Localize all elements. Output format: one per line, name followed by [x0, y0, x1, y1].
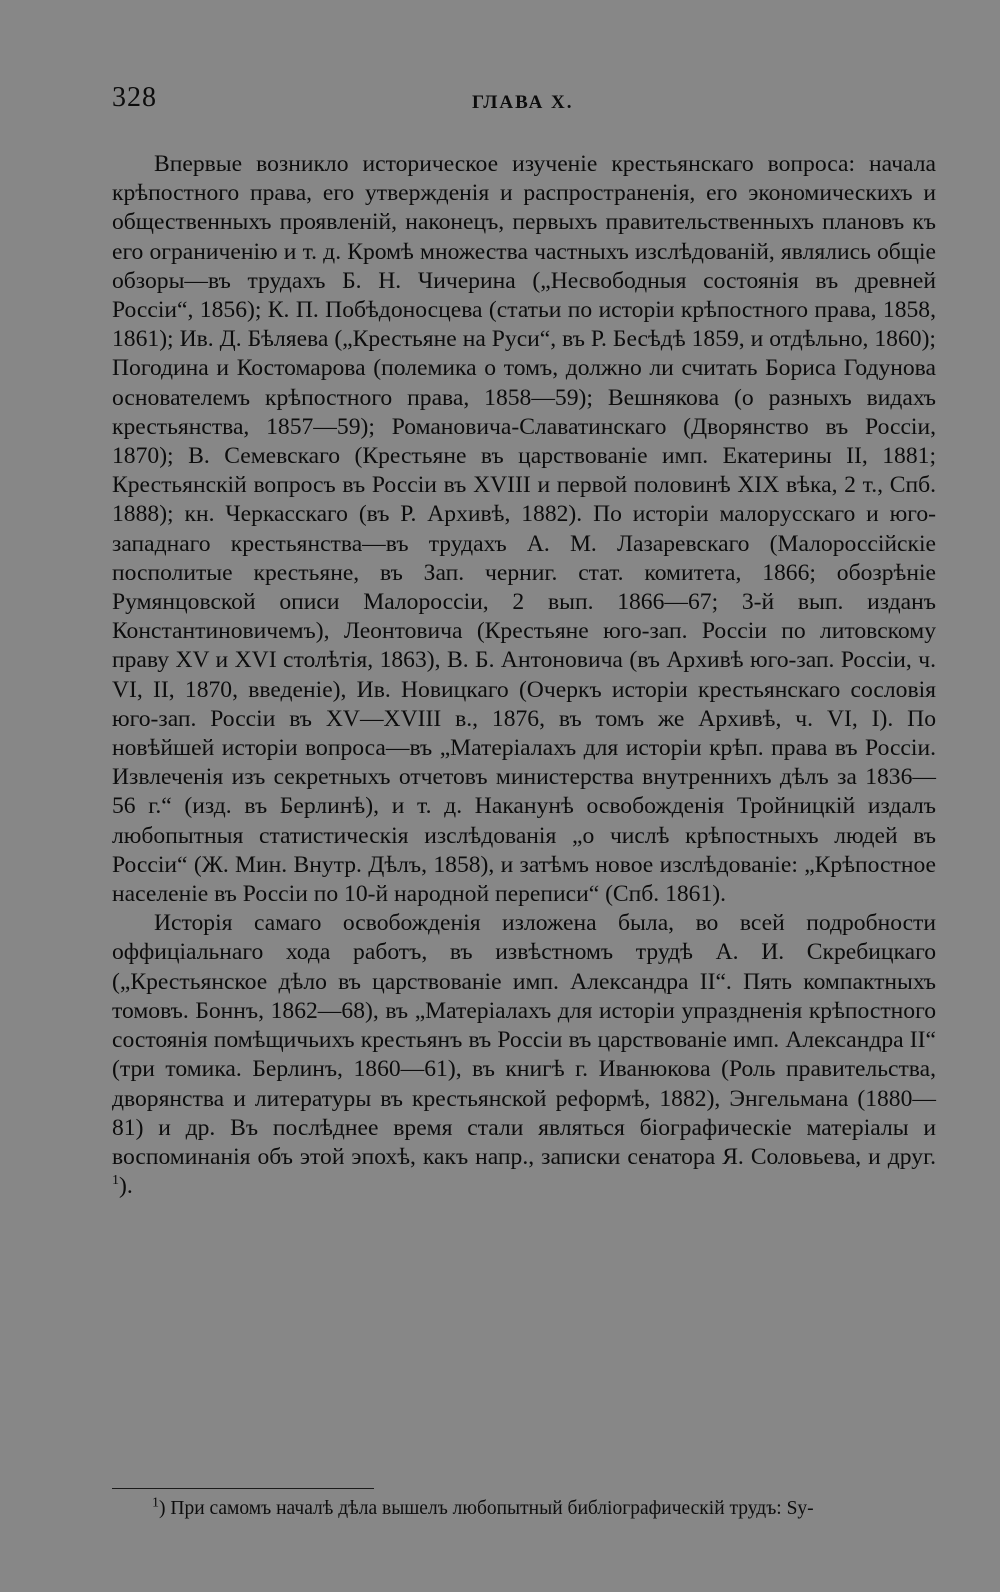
- paragraph-1: Впервые возникло историческое изученіе крестьянскаго вопроса: начала крѣпостного права, его утвержденія и распространенія, его экономическихъ и общественныхъ проявленій, наконецъ, первыхъ правительственныхъ плановъ къ его ограниченію и т. д. Кромѣ множества частныхъ изслѣдованій, являлись общіе обзоры—въ трудахъ Б. Н. Чичерина („Несвободныя состоянія въ древней Россіи“, 1856); К. П. Побѣдоносцева (статьи по исторіи крѣпостного права, 1858, 1861); Ив. Д. Бѣляева („Крестьяне на Руси“, въ Р. Бесѣдѣ 1859, и отдѣльно, 1860); Погодина и Костомарова (полемика о томъ, должно ли считать Бориса Годунова основателемъ крѣпостного права, 1858—59); Вешнякова (о разныхъ видахъ крестьянства, 1857—59); Романовича-Славатинскаго (Дворянство въ Россіи, 1870); В. Семевскаго (Крестьяне въ царствованіе имп. Екатерины II, 1881; Крестьянскій вопросъ въ Россіи въ XVIII и первой половинѣ XIX вѣка, 2 т., Спб. 1888); кн. Черкасскаго (въ Р. Архивѣ, 1882). По исторіи малорусскаго и юго-западнаго крестьянства—въ трудахъ А. М. Лазаревскаго (Малороссійскіе посполитые крестьяне, въ Зап. черниг. стат. комитета, 1866; обозрѣніе Румянцовской описи Малороссіи, 2 вып. 1866—67; 3-й вып. изданъ Константиновичемъ), Леонтовича (Крестьяне юго-зап. Россіи по литовскому праву XV и XVI столѣтія, 1863), В. Б. Антоновича (въ Архивѣ юго-зап. Россіи, ч. VI, II, 1870, введеніе), Ив. Новицкаго (Очеркъ исторіи крестьянскаго сословія юго-зап. Россіи въ XV—XVIII в., 1876, въ томъ же Архивѣ, ч. VI, I). По новѣйшей исторіи вопроса—въ „Матеріалахъ для исторіи крѣп. права въ Россіи. Извлеченія изъ секретныхъ отчетовъ министерства внутреннихъ дѣлъ за 1836—56 г.“ (изд. въ Берлинѣ), и т. д. Наканунѣ освобожденія Тройницкій издалъ любопытныя статистическія изслѣдованія „о числѣ крѣпостныхъ людей въ Россіи“ (Ж. Мин. Внутр. Дѣлъ, 1858), и затѣмъ новое изслѣдованіе: „Крѣпостное населеніе въ Россіи по 10-й народной переписи“ (Спб. 1861).: [112, 151, 936, 908]
- footnote-divider: [112, 1488, 374, 1489]
- running-head: ГЛАВА X.: [472, 92, 574, 113]
- footnote-marker: 1: [152, 1495, 159, 1511]
- paragraph-2-text: Исторія самаго освобожденія изложена была, во всей подробности оффиціальнаго хода работъ, въ извѣстномъ трудѣ А. И. Скребицкаго („Крестьянское дѣло въ царствованіе имп. Александра II“. Пять компактныхъ томовъ. Боннъ, 1862—68), въ „Матеріалахъ для исторіи упраздненія крѣпостного состоянія помѣщичьихъ крестьянъ въ Россіи въ царствованіе имп. Александра II“ (три томика. Берлинъ, 1860—61), въ книгѣ г. Иванюкова (Роль правительства, дворянства и литературы въ крестьянской реформѣ, 1882), Энгельмана (1880—81) и др. Въ послѣднее время стали являться біографическіе матеріалы и воспоминанія объ этой эпохѣ, какъ напр., записки сенатора Я. Соловьева, и друг.: [112, 910, 936, 1170]
- page-number: 328: [112, 82, 157, 113]
- page-header: [112, 82, 936, 122]
- paragraph-2: [112, 909, 936, 1201]
- footnote-ref: 1: [112, 1173, 119, 1189]
- footnote-text: ) При самомъ началѣ дѣла вышелъ любопытный библіографическій трудъ: Sy-: [159, 1498, 814, 1519]
- footnote-ref-close: ).: [119, 1173, 133, 1200]
- body-text: [112, 150, 936, 1201]
- footnote: [112, 1496, 936, 1522]
